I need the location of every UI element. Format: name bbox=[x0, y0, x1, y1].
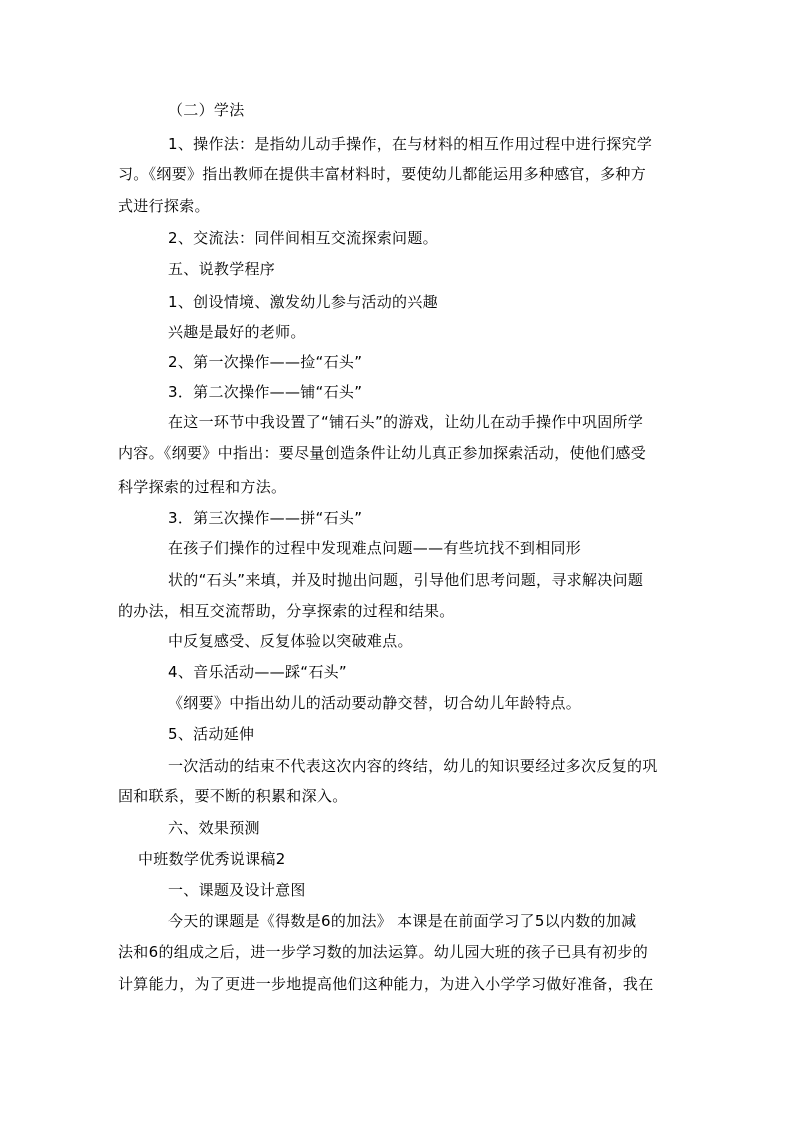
paragraph-line: 在孩子们操作的过程中发现难点问题——有些坑找不到相同形 bbox=[168, 539, 582, 557]
paragraph-line: 的办法，相互交流帮助，分享探索的过程和结果。 bbox=[118, 602, 455, 620]
paragraph-line: 内容。《纲要》中指出：要尽量创造条件让幼儿真正参加探索活动，使他们感受 bbox=[118, 444, 647, 462]
paragraph-line: 5、活动延伸 bbox=[168, 725, 255, 743]
section-heading-teaching-procedure: 五、说教学程序 bbox=[168, 260, 276, 278]
paragraph-line: 在这一环节中我设置了“铺石头”的游戏，让幼儿在动手操作中巩固所学 bbox=[168, 413, 644, 431]
paragraph-line: 状的“石头”来填，并及时抛出问题，引导他们思考问题，寻求解决问题 bbox=[168, 571, 644, 589]
paragraph-line: 《纲要》中指出幼儿的活动要动静交替，切合幼儿年龄特点。 bbox=[168, 694, 582, 712]
paragraph-line: 2、第一次操作——捡“石头” bbox=[168, 353, 363, 371]
section-heading-effect-prediction: 六、效果预测 bbox=[168, 819, 260, 837]
paragraph-line: 科学探索的过程和方法。 bbox=[118, 478, 287, 496]
paragraph-line: 3．第二次操作——铺“石头” bbox=[168, 383, 363, 401]
paragraph-line: 法和6的组成之后，进一步学习数的加法运算。幼儿园大班的孩子已具有初步的 bbox=[118, 943, 649, 961]
paragraph-line: 式进行探索。 bbox=[118, 197, 210, 215]
paragraph-line: 4、音乐活动——踩“石头” bbox=[168, 663, 347, 681]
paragraph-line: 1、创设情境、激发幼儿参与活动的兴趣 bbox=[168, 293, 438, 311]
paragraph-line: 一次活动的结束不代表这次内容的终结，幼儿的知识要经过多次反复的巩 bbox=[168, 757, 658, 775]
paragraph-line: 兴趣是最好的老师。 bbox=[168, 323, 306, 341]
paragraph-line: 固和联系，要不断的积累和深入。 bbox=[118, 787, 348, 805]
paragraph-line: 2、交流法：同伴间相互交流探索问题。 bbox=[168, 229, 438, 247]
section-heading-topic-design: 一、课题及设计意图 bbox=[168, 881, 306, 899]
paragraph-line: 今天的课题是《得数是6的加法》 本课是在前面学习了5以内数的加减 bbox=[168, 912, 637, 930]
paragraph-line: 3．第三次操作——拼“石头” bbox=[168, 509, 363, 527]
paragraph-line: 习。《纲要》指出教师在提供丰富材料时，要使幼儿都能运用多种感官，多种方 bbox=[118, 165, 647, 183]
paragraph-line: 1、操作法：是指幼儿动手操作，在与材料的相互作用过程中进行探究学 bbox=[168, 135, 653, 153]
paragraph-line: 计算能力，为了更进一步地提高他们这种能力，为进入小学学习做好准备，我在 bbox=[118, 975, 654, 993]
section-heading-study-method: （二）学法 bbox=[168, 101, 245, 119]
document-title: 中班数学优秀说课稿2 bbox=[138, 850, 286, 868]
paragraph-line: 中反复感受、反复体验以突破难点。 bbox=[168, 632, 413, 650]
